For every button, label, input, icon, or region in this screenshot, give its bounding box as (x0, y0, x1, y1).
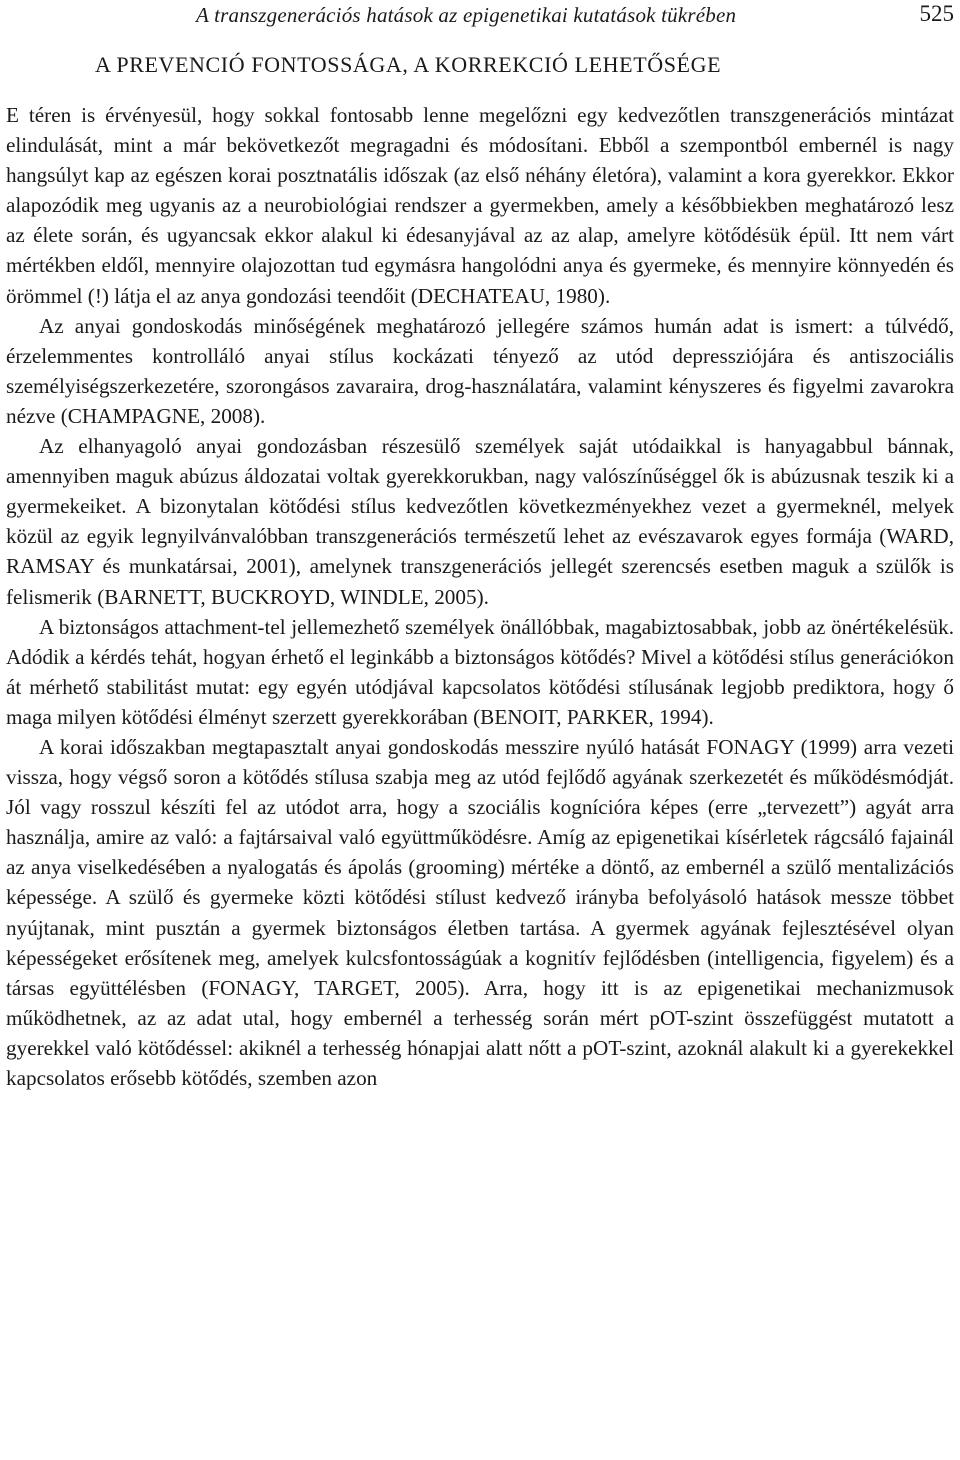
paragraph: Az elhanyagoló anyai gondozásban részesülő személyek saját utódaikkal is hanyagabbul bánnak, amennyiben maguk abúzus áldozatai voltak gyerekkorukban, nagy valószínűséggel ők is abúzusnak teszik ki a gyermekeiket. A bizonytalan kötődési stílus kedvezőtlen következményekhez vezet a gyermeknél, melyek közül az egyik legnyilvánvalóbban transzgenerációs természetű lehet az evészavarok egyes formája (WARD, RAMSAY és munkatársai, 2001), amelynek transzgenerációs jellegét szerencsés esetben maguk a szülők is felismerik (BARNETT, BUCKROYD, WINDLE, 2005). (6, 434, 954, 609)
body-text (6, 100, 954, 1093)
paragraph: E téren is érvényesül, hogy sokkal fontosabb lenne megelőzni egy kedvezőtlen transzgenerációs mintázat elindulását, mint a már bekövetkezőt megragadni és módosítani. Ebből a szempontból embernél is nagy hangsúlyt kap az egészen korai posztnatális időszak (az első néhány életóra), valamint a kora gyerekkor. Ekkor alapozódik meg ugyanis az a neurobiológiai rendszer a gyermekben, amely a későbbiekben meghatározó lesz az élete során, és ugyancsak ekkor alakul ki édesanyjával az az alap, amelyre kötődésük épül. Itt nem várt mértékben eldől, mennyire olajozottan tud egymásra hangolódni anya és gyermeke, és mennyire könnyedén és örömmel (!) látja el az anya gondozási teendőit (DECHATEAU, 1980). (6, 103, 954, 308)
paragraph: A korai időszakban megtapasztalt anyai gondoskodás messzire nyúló hatását FONAGY (1999) arra vezeti vissza, hogy végső soron a kötődés stílusa szabja meg az utód fejlődő agyának szerkezetét és működésmódját. Jól vagy rosszul készíti fel az utódot arra, hogy a szociális kognícióra képes (erre „tervezett”) agyát arra használja, amire az való: a fajtársaival való együttműködésre. Amíg az epigenetikai kísérletek rágcsáló fajainál az anya viselkedésében a nyalogatás és ápolás (grooming) mértéke a döntő, az embernél a szülő mentalizációs képessége. A szülő és gyermeke közti kötődési stílust kedvező irányba befolyásoló hatások messze többet nyújtanak, mint pusztán a gyermek biztonságos életben tartása. A gyermek agyának fejlesztésével olyan képességeket erősítenek meg, amelyek kulcsfontosságúak a kognitív fejlődésben (intelligencia, figyelem) és a társas együttélésben (FONAGY, TARGET, 2005). Arra, hogy itt is az epigenetikai mechanizmusok működhetnek, az az adat utal, hogy embernél a terhesség során mért pOT-szint összefüggést mutatott a gyerekkel való kötődéssel: akiknél a terhesség hónapjai alatt nőtt a pOT-szint, azoknál alakult ki a gyerekekkel kapcsolatos erősebb kötődés, szemben azon (6, 734, 954, 1090)
running-title: A transzgenerációs hatások az epigenetikai kutatások tükrében (196, 3, 737, 27)
page-number: 525 (919, 1, 954, 26)
running-header (6, 0, 954, 34)
document-page (6, 0, 954, 1093)
paragraph: A biztonságos attachment-tel jellemezhető személyek önállóbbak, magabiztosabbak, jobb az önértékelésük. Adódik a kérdés tehát, hogyan érhető el leginkább a biztonságos kötődés? Mivel a kötődési stílus generációkon át mérhető stabilitást mutat: egy egyén utódjával kapcsolatos kötődési stílusának legjobb prediktora, hogy ő maga milyen kötődési élményt szerzett gyerekkorában (BENOIT, PARKER, 1994). (6, 614, 954, 729)
section-heading: A PREVENCIÓ FONTOSSÁGA, A KORREKCIÓ LEHETŐSÉGE (95, 52, 722, 77)
paragraph: Az anyai gondoskodás minőségének meghatározó jellegére számos humán adat is ismert: a túlvédő, érzelemmentes kontrolláló anyai stílus kockázati tényező az utód depressziójára és antiszociális személyiségszerkezetére, szorongásos zavaraira, drog-használatára, valamint kényszeres és figyelmi zavarokra nézve (CHAMPAGNE, 2008). (6, 313, 954, 428)
